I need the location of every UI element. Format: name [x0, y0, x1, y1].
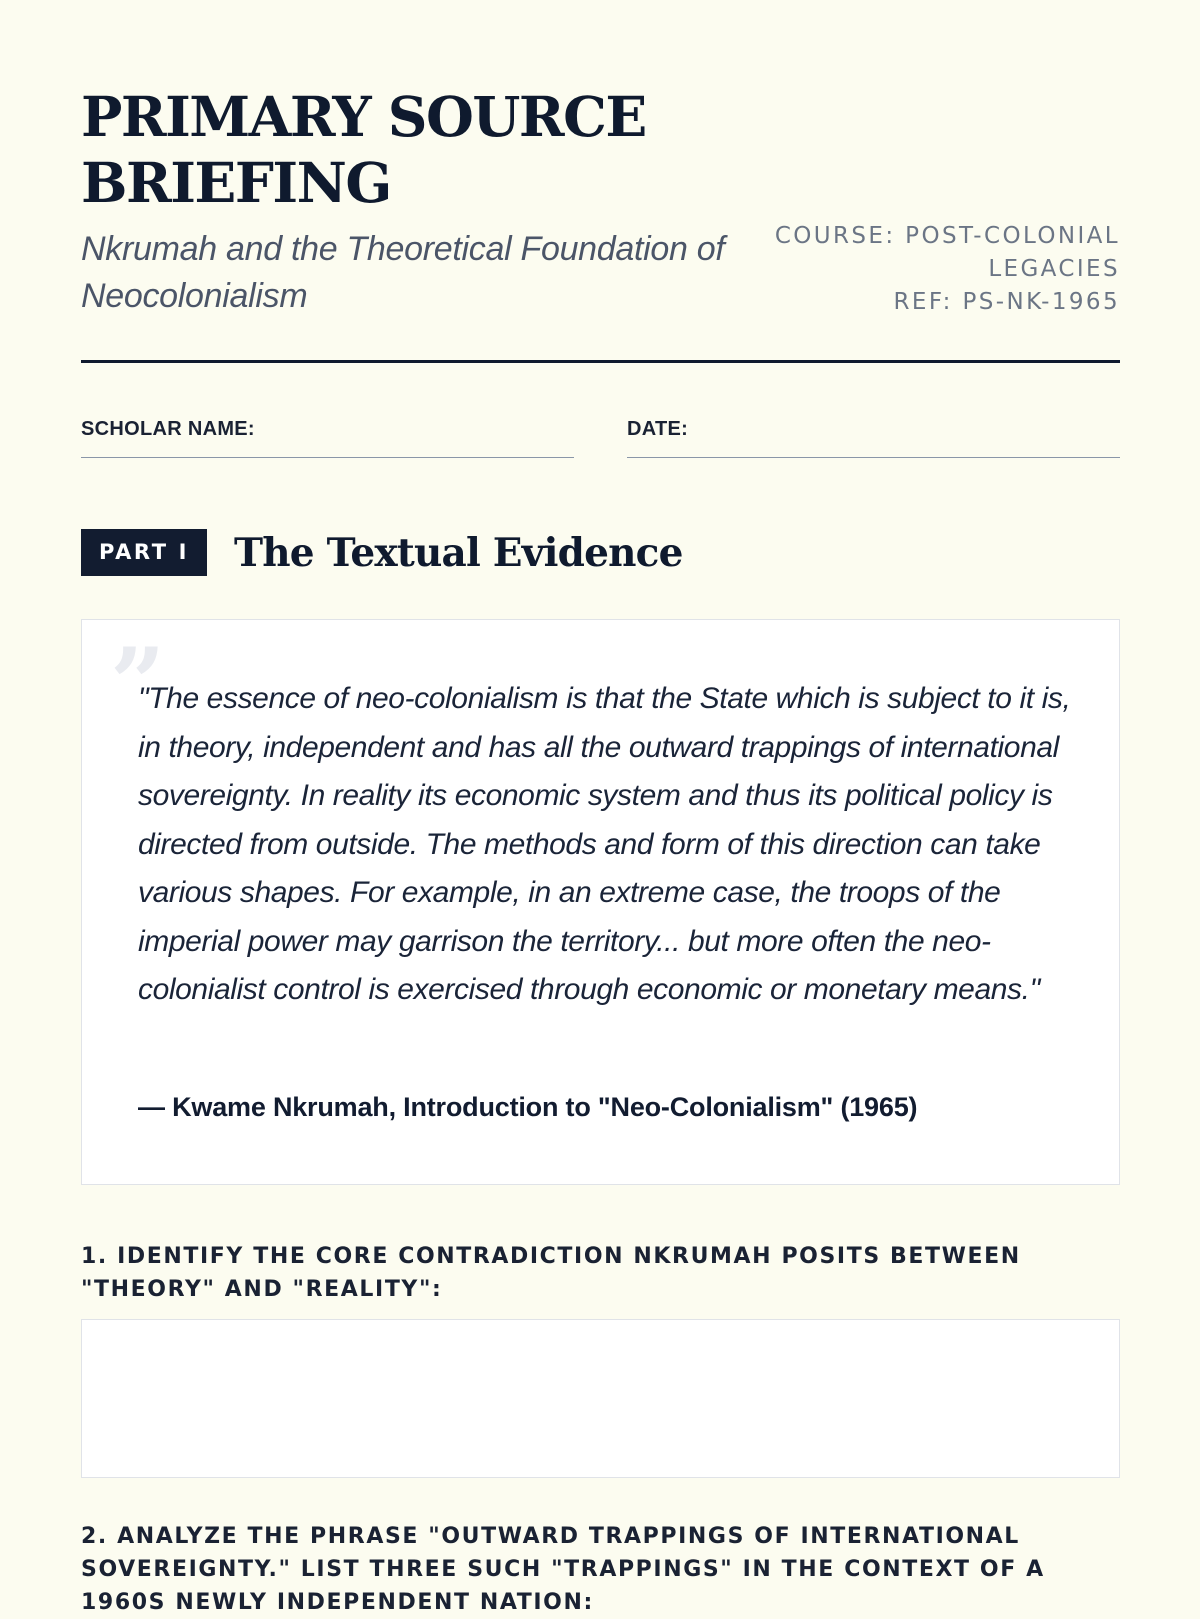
scholar-name-field[interactable] — [81, 457, 574, 458]
quote-text: "The essence of neo-colonialism is that the State which is subject to it is, in theory, independent and has all the outward trappings of international sovereignty. In reality its economic system and thus its political policy is directed from outside. The methods and form of this direction can take various shapes. For example, in an extreme case, the troops of the imperial power may garrison the territory... but more often the neo-colonialist control is exercised through economic or monetary means." — [138, 682, 1071, 1006]
answer-field-1[interactable] — [81, 1319, 1120, 1478]
course-label: COURSE: POST-COLONIAL LEGACIES — [774, 223, 1120, 282]
date-field[interactable] — [627, 457, 1120, 458]
reference-label: REF: PS-NK-1965 — [893, 289, 1120, 315]
quote-block — [81, 619, 1120, 1185]
section-title: The Textual Evidence — [234, 530, 683, 576]
page-subtitle: Nkrumah and the Theoretical Foundation of Neocolonialism — [81, 230, 725, 315]
quote-citation: — Kwame Nkrumah, Introduction to "Neo-Colonialism" (1965) — [138, 1092, 918, 1122]
briefing-page — [81, 0, 1120, 1615]
document-meta — [760, 220, 1120, 319]
part-badge: PART I — [81, 529, 207, 576]
scholar-name-label: SCHOLAR NAME: — [81, 418, 255, 440]
question-1: 1. IDENTIFY THE CORE CONTRADICTION NKRUMAH POSITS BETWEEN "THEORY" AND "REALITY": — [81, 1244, 1021, 1302]
date-label: DATE: — [627, 418, 689, 440]
quote-mark-icon: ” — [110, 627, 166, 740]
page-title: PRIMARY SOURCE BRIEFING — [81, 84, 646, 215]
header-divider — [81, 360, 1120, 363]
question-2: 2. ANALYZE THE PHRASE "OUTWARD TRAPPINGS OF INTERNATIONAL SOVEREIGNTY." LIST THREE SUCH "TRAPPINGS" IN THE CONTEXT OF A 1960S NEWLY INDEPENDENT NATION: — [81, 1524, 1045, 1615]
